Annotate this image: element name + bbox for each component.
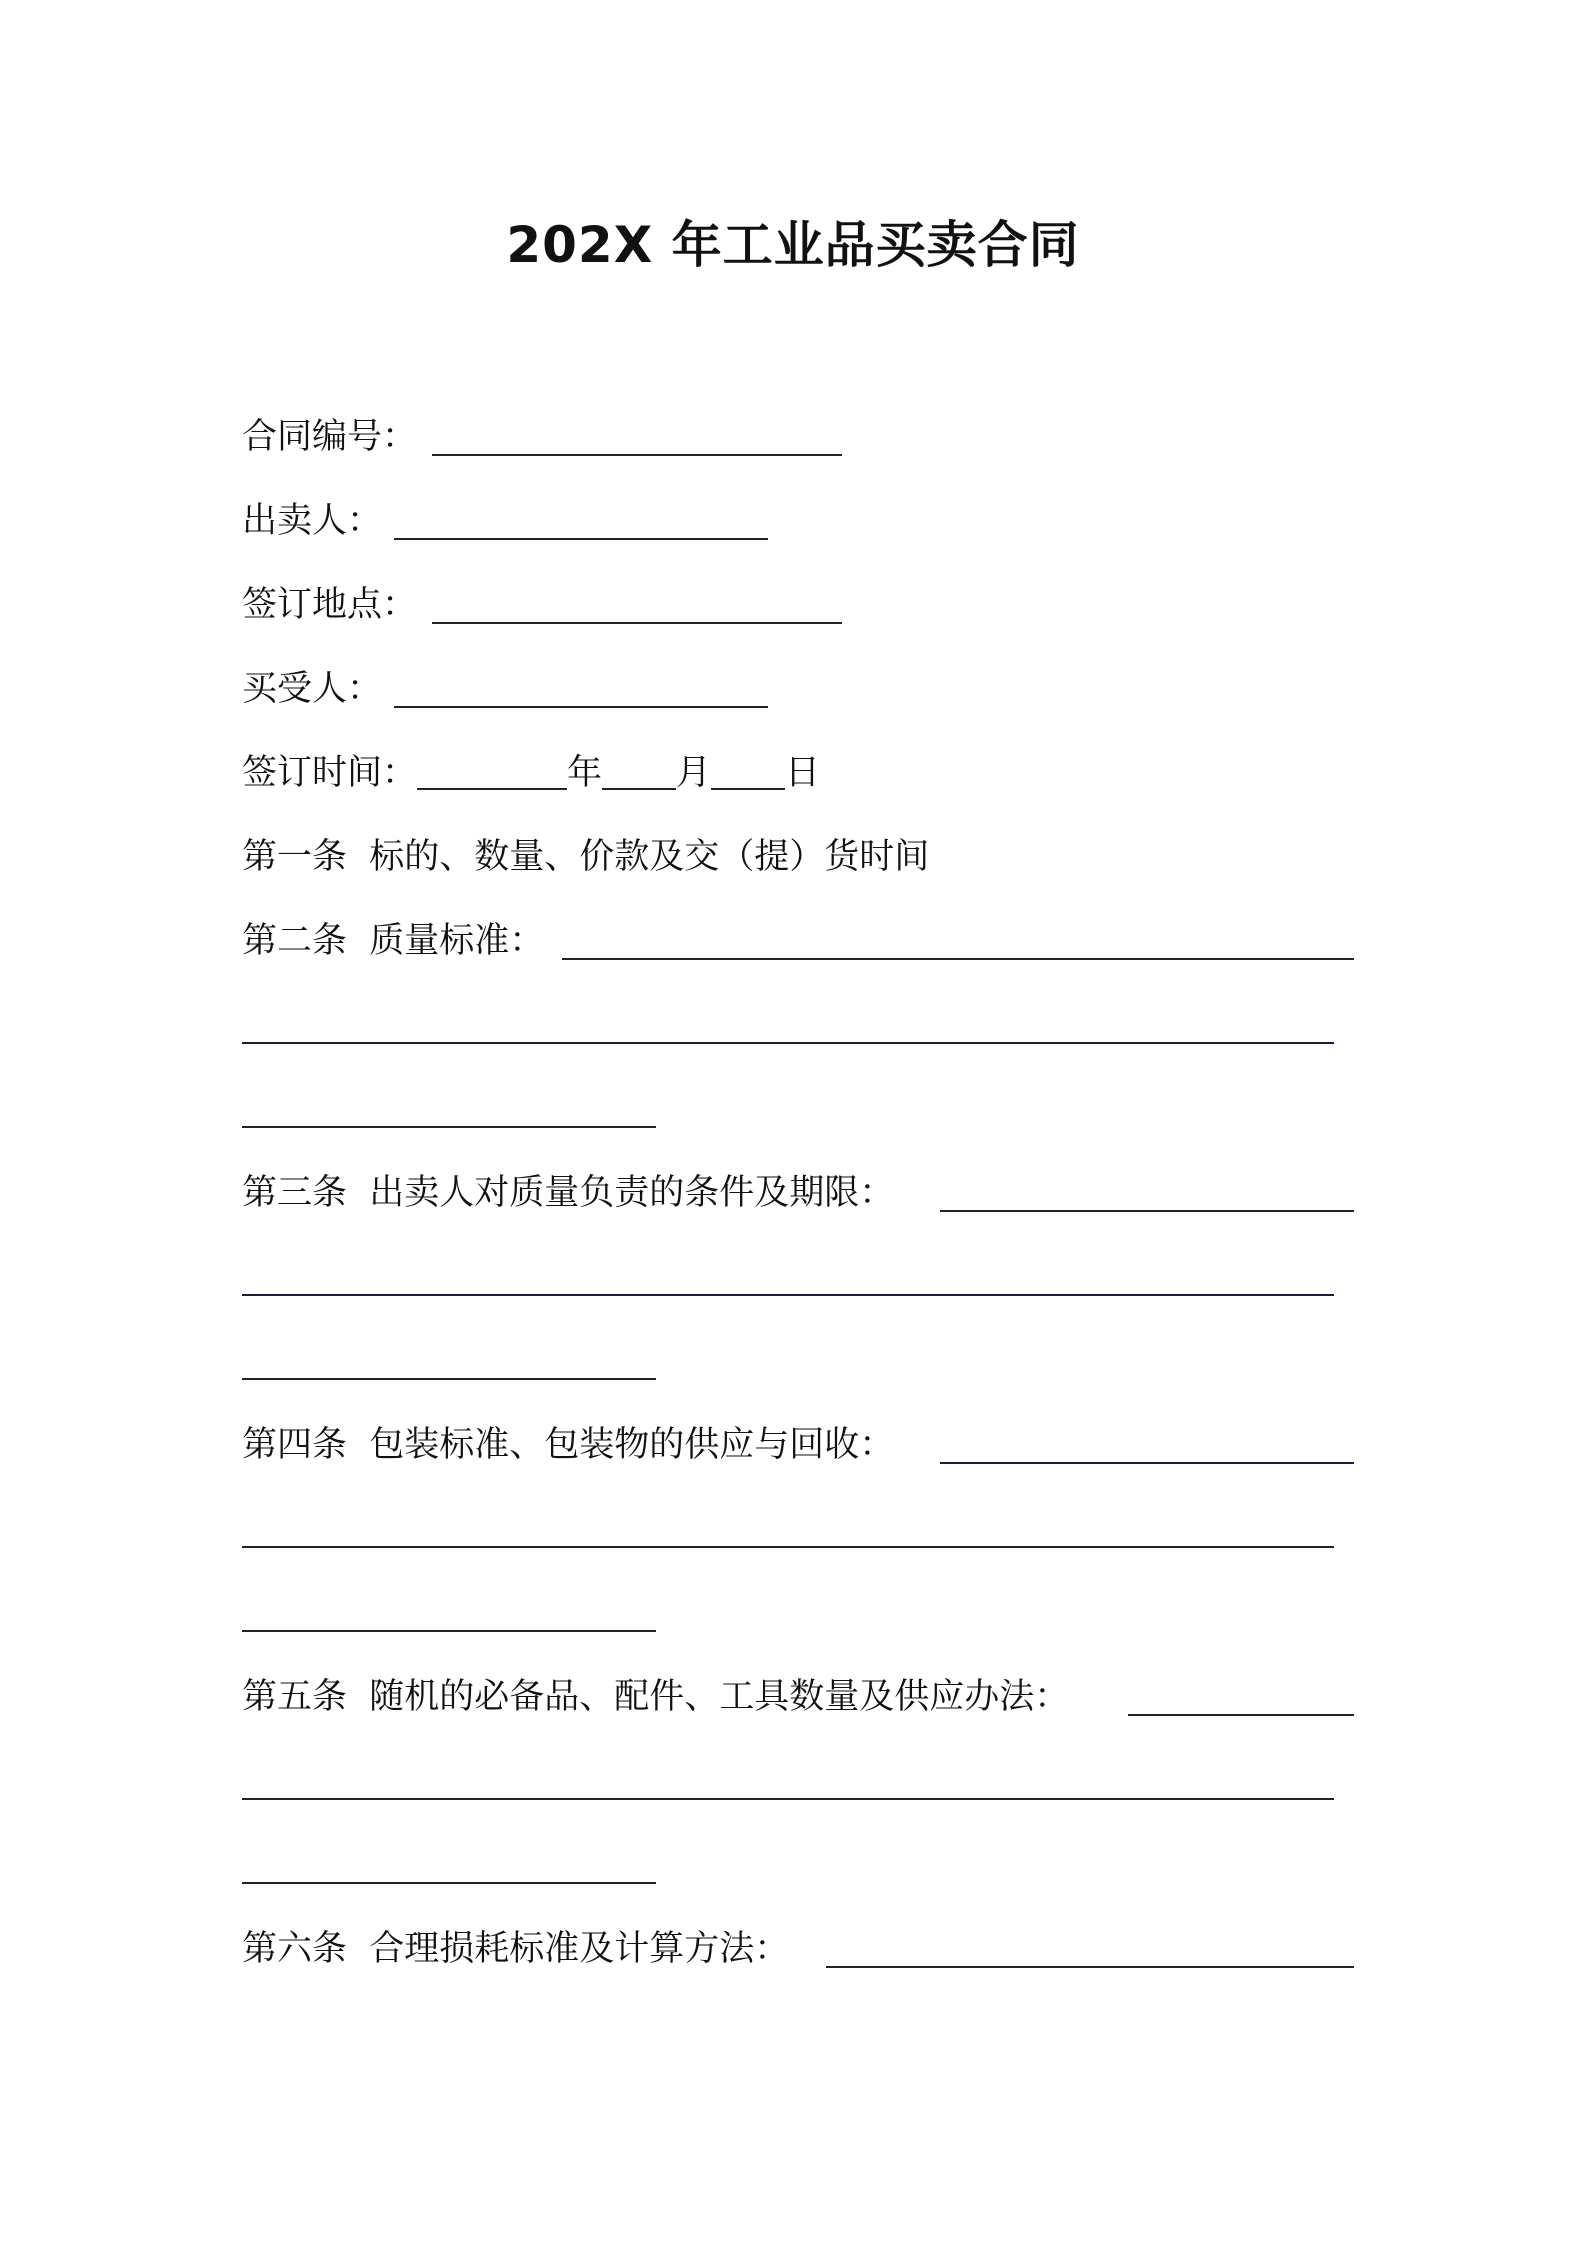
article-4-blank-1[interactable] [940,1462,1354,1464]
signing-place-blank[interactable] [432,622,842,624]
year-label: 年 [567,753,603,793]
article-text: 包装标准、包装物的供应与回收： [369,1425,895,1465]
article-4 [242,1420,894,1470]
month-label: 月 [676,753,712,793]
contract-number-blank[interactable] [432,454,842,456]
signing-place-label: 签订地点： [242,585,418,625]
seller-blank[interactable] [394,538,768,540]
article-text: 合理损耗标准及计算方法： [369,1929,790,1969]
article-4-blank-2[interactable] [242,1546,1334,1548]
article-2 [242,916,544,966]
article-5-blank-3[interactable] [242,1882,656,1884]
article-1 [242,832,929,882]
article-6 [242,1924,789,1974]
seller-label: 出卖人： [242,501,383,541]
year-blank[interactable] [417,788,567,790]
article-number: 第一条 [242,837,348,877]
article-3-blank-3[interactable] [242,1378,656,1380]
article-2-blank-3[interactable] [242,1126,656,1128]
article-5-blank-2[interactable] [242,1798,1334,1800]
article-text: 质量标准： [369,921,545,961]
document-title: 202X 年工业品买卖合同 [506,216,1080,274]
contract-number-label: 合同编号： [242,417,418,457]
buyer-label: 买受人： [242,669,383,709]
article-number: 第五条 [242,1677,348,1717]
article-3-blank-2[interactable] [242,1294,1334,1296]
article-number: 第二条 [242,921,348,961]
article-3 [242,1168,894,1218]
article-5-blank-1[interactable] [1128,1714,1354,1716]
article-number: 第三条 [242,1173,348,1213]
article-5 [242,1672,1069,1722]
day-label: 日 [785,753,821,793]
article-text: 标的、数量、价款及交（提）货时间 [369,837,930,877]
article-3-blank-1[interactable] [940,1210,1354,1212]
article-6-blank-1[interactable] [826,1966,1354,1968]
article-text: 出卖人对质量负责的条件及期限： [369,1173,895,1213]
day-blank[interactable] [711,788,785,790]
buyer-blank[interactable] [394,706,768,708]
month-blank[interactable] [602,788,676,790]
article-2-blank-1[interactable] [562,958,1354,960]
article-number: 第四条 [242,1425,348,1465]
article-text: 随机的必备品、配件、工具数量及供应办法： [369,1677,1070,1717]
signing-time-row [242,748,820,798]
article-4-blank-3[interactable] [242,1630,656,1632]
article-number: 第六条 [242,1929,348,1969]
article-2-blank-2[interactable] [242,1042,1334,1044]
signing-time-label: 签订时间： [242,753,418,793]
